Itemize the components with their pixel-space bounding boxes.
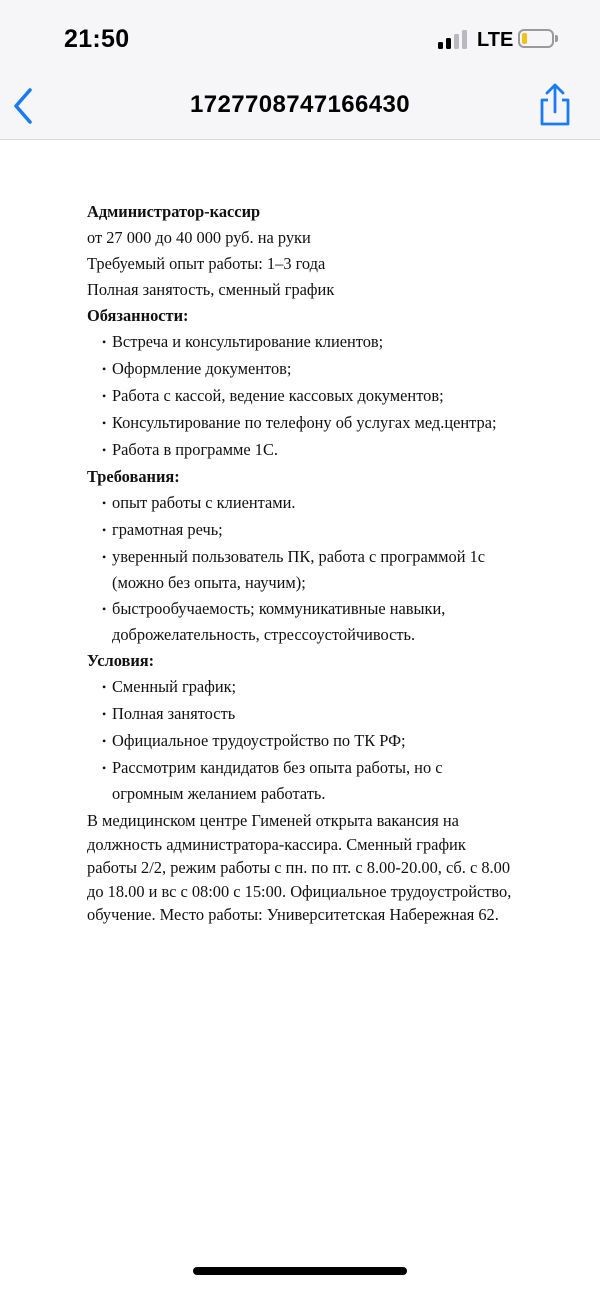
requirements-list xyxy=(87,490,567,648)
bullet-icon xyxy=(102,674,112,701)
battery-tip xyxy=(555,35,558,42)
bullet-icon xyxy=(102,410,112,437)
bullet-icon xyxy=(102,356,112,383)
requirements-heading: Требования: xyxy=(87,467,180,486)
conditions-list xyxy=(87,674,567,807)
network-type: LTE xyxy=(477,29,514,51)
share-icon xyxy=(535,80,575,128)
list-item: • Полная занятость xyxy=(102,701,567,728)
list-item: • опыт работы с клиентами. xyxy=(102,490,567,517)
back-button[interactable] xyxy=(6,84,42,128)
bullet-icon xyxy=(102,596,112,648)
description-paragraph: В медицинском центре Гименей открыта вакансия на должность администратора-кассира. Сменный график работы 2/2, режим работы с пн. по пт. с 8.00-20.00, сб. с 8.00 до 18.00 и вс с 08:00 с 15:00. Официальное трудоустройство, обучение. Место работы: Университетская Набережная 62. xyxy=(87,811,512,924)
bullet-icon xyxy=(102,437,112,464)
list-item: • Работа в программе 1С. xyxy=(102,437,567,464)
battery-icon xyxy=(518,29,554,48)
list-item: • Сменный график; xyxy=(102,674,567,701)
bullet-icon xyxy=(102,517,112,544)
top-bar xyxy=(0,0,600,140)
signal-bar xyxy=(446,38,451,49)
list-item: • Встреча и консультирование клиентов; xyxy=(102,329,567,356)
duties-list xyxy=(87,329,567,464)
home-indicator[interactable] xyxy=(193,1267,407,1275)
job-title: Администратор-кассир xyxy=(87,202,261,221)
list-item: • Рассмотрим кандидатов без опыта работы, но с огромным желанием работать. xyxy=(102,755,567,807)
signal-bar xyxy=(438,42,443,49)
employment-line: Полная занятость, сменный график xyxy=(87,280,335,299)
bullet-icon xyxy=(102,544,112,596)
cellular-signal-icon xyxy=(438,29,468,49)
bullet-icon xyxy=(102,490,112,517)
chevron-left-icon xyxy=(6,84,42,128)
bullet-icon xyxy=(102,755,112,807)
duties-heading: Обязанности: xyxy=(87,306,189,325)
list-item: • Работа с кассой, ведение кассовых документов; xyxy=(102,383,567,410)
bullet-icon xyxy=(102,329,112,356)
document-body xyxy=(87,199,567,927)
share-button[interactable] xyxy=(535,80,575,128)
signal-bar xyxy=(462,30,467,49)
battery-fill xyxy=(522,33,527,44)
bullet-icon xyxy=(102,383,112,410)
list-item: • Консультирование по телефону об услугах мед.центра; xyxy=(102,410,567,437)
bullet-icon xyxy=(102,728,112,755)
list-item: • грамотная речь; xyxy=(102,517,567,544)
bullet-icon xyxy=(102,701,112,728)
list-item: • быстрообучаемость; коммуникативные навыки, доброжелательность, стрессоустойчивость. xyxy=(102,596,567,648)
list-item: • уверенный пользователь ПК, работа с программой 1с (можно без опыта, научим); xyxy=(102,544,567,596)
list-item: • Оформление документов; xyxy=(102,356,567,383)
signal-bar xyxy=(454,34,459,49)
conditions-heading: Условия: xyxy=(87,651,155,670)
salary-line: от 27 000 до 40 000 руб. на руки xyxy=(87,228,311,247)
status-time: 21:50 xyxy=(64,25,130,53)
page-title: 1727708747166430 xyxy=(190,91,410,118)
experience-line: Требуемый опыт работы: 1–3 года xyxy=(87,254,326,273)
list-item: • Официальное трудоустройство по ТК РФ; xyxy=(102,728,567,755)
